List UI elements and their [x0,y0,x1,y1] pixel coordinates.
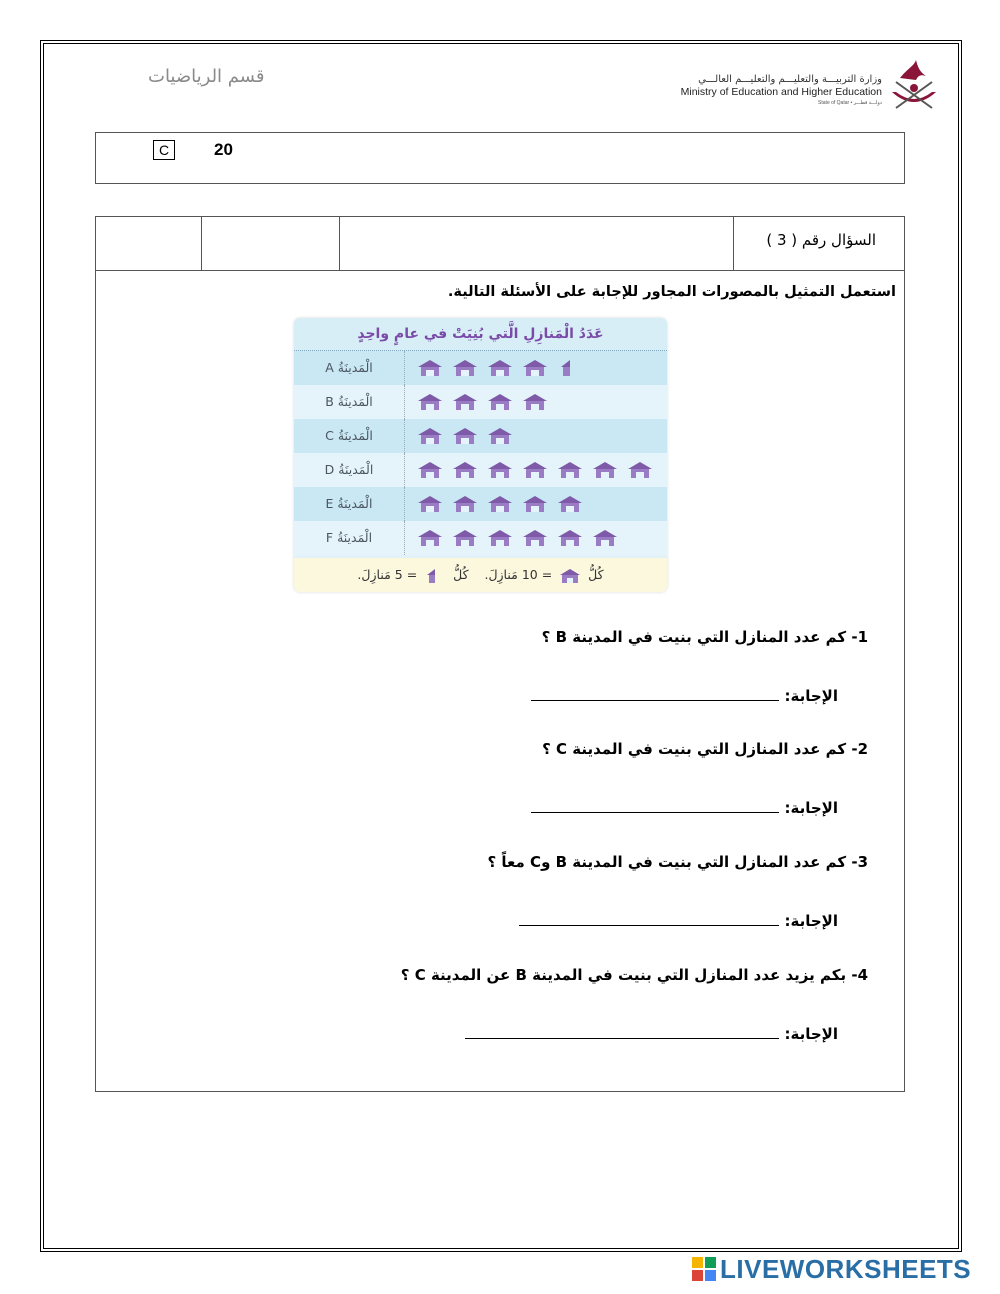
house-icon [628,462,652,478]
department-title: قسم الرياضيات [148,66,265,87]
house-icon [593,530,617,546]
header-divider [339,217,340,270]
question-number: السؤال رقم ( 3 ) [766,231,876,249]
house-icon [558,496,582,512]
house-icon [453,394,477,410]
question-item: 4- بكم يزيد عدد المنازل التي بنيت في المدينة B عن المدينة C ؟ [400,966,868,984]
answer-row [519,911,838,930]
answer-label: الإجابة: [784,912,838,930]
house-icon [523,360,547,376]
house-icon [523,462,547,478]
house-icon [593,462,617,478]
liveworksheets-logo-icon [692,1257,716,1281]
chart-row-icons [294,487,667,521]
state-of-qatar: State of Qatar • دولـــة قطـــر [818,100,882,106]
key-half-value: = 5 مَنازِلَ. [357,567,418,582]
ministry-block [681,74,882,106]
house-icon [418,462,442,478]
chart-row-label: الْمَدينَةُ C [325,428,373,443]
chart-row [294,521,667,555]
header-divider [201,217,202,270]
house-icon [488,530,512,546]
house-icon [488,360,512,376]
chart-row-icons [294,453,667,487]
chart-key [294,558,667,592]
answer-field[interactable] [465,1024,779,1039]
house-icon [488,496,512,512]
answer-field[interactable] [531,686,779,701]
half-house-icon [424,568,446,584]
chart-row-label: الْمَدينَةُ A [325,360,373,375]
house-icon [453,496,477,512]
house-icon [418,394,442,410]
ministry-emblem-icon [886,58,942,118]
answer-label: الإجابة: [784,687,838,705]
answer-field[interactable] [519,911,779,926]
chart-row [294,453,667,487]
chart-row-icons [294,385,667,419]
half-house-icon [561,360,570,376]
header-divider [733,217,734,270]
house-icon [523,530,547,546]
answer-row [531,798,838,817]
house-icon [418,530,442,546]
house-icon [418,360,442,376]
house-icon [453,428,477,444]
question-item: 2- كم عدد المنازل التي بنيت في المدينة C ؟ [542,740,868,758]
answer-row [465,1024,838,1043]
answer-field[interactable] [531,798,779,813]
ministry-name-english: Ministry of Education and Higher Education [680,86,882,98]
house-icon [523,394,547,410]
chart-row-label: الْمَدينَةُ D [324,462,374,477]
house-icon [488,462,512,478]
house-icon [418,496,442,512]
question-item: 3- كم عدد المنازل التي بنيت في المدينة B وC معاً ؟ [487,853,868,871]
key-full-label: كُلُّ [588,567,604,582]
key-full-value: = 10 مَنازِلَ. [484,567,553,582]
liveworksheets-brand[interactable] [692,1254,971,1285]
question-item: 1- كم عدد المنازل التي بنيت في المدينة B ؟ [541,628,868,646]
house-icon [418,428,442,444]
house-icon [558,530,582,546]
answer-row [531,686,838,705]
chart-row-label: الْمَدينَةُ F [325,530,373,545]
house-icon [488,394,512,410]
chart-row-icons [294,521,667,555]
house-icon [523,496,547,512]
house-icon [453,530,477,546]
key-half-label: كُلُّ [453,567,469,582]
class-number: 20 [214,140,233,159]
chart-row [294,487,667,521]
question-header-row [96,217,904,271]
chart-row-label: الْمَدينَةُ B [325,394,373,409]
chart-title: عَدَدُ الْمَنازِلِ الَّتي بُنِيَتْ في عامٍ واحِدٍ [294,318,667,351]
answer-label: الإجابة: [784,799,838,817]
answer-label: الإجابة: [784,1025,838,1043]
house-icon [559,568,581,584]
chart-row [294,385,667,419]
class-box: C [153,140,175,160]
house-icon [488,428,512,444]
instruction-text: استعمل التمثيل بالمصورات المجاور للإجابة على الأسئلة التالية. [447,284,896,300]
pictograph-chart [294,318,667,592]
house-icon [453,360,477,376]
chart-row [294,419,667,453]
chart-row-icons [294,419,667,453]
house-icon [453,462,477,478]
brand-text: LIVEWORKSHEETS [720,1254,972,1284]
chart-row-label: الْمَدينَةُ E [325,496,373,511]
ministry-name-arabic: وزارة التربيـــة والتعليـــم والتعليـــم العالـــي [698,74,882,85]
chart-row-icons [294,351,667,385]
chart-row [294,351,667,385]
house-icon [558,462,582,478]
